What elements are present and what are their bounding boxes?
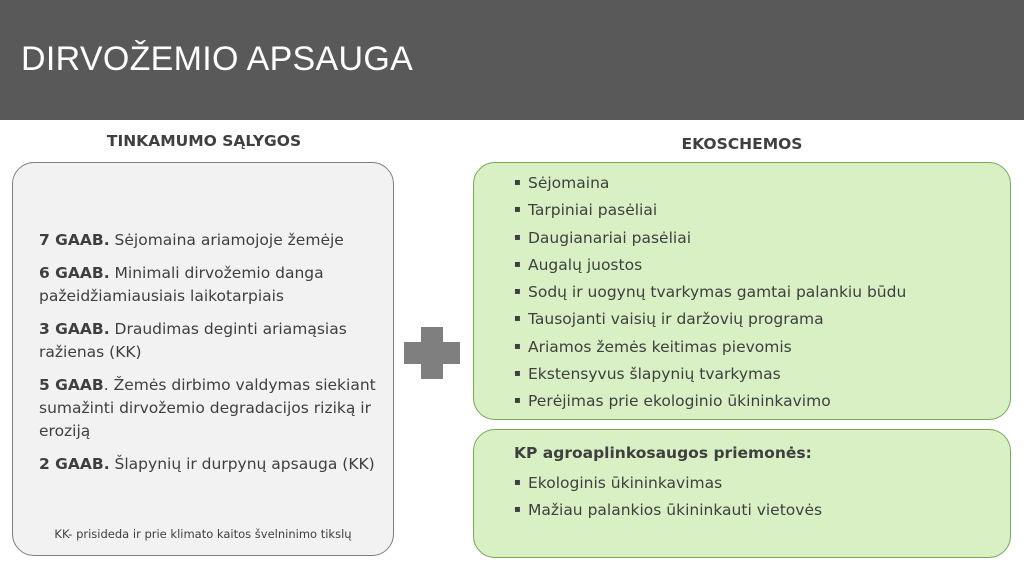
- conditions-panel: [12, 162, 394, 556]
- ecoschemes-panel: [473, 162, 1011, 420]
- condition-item: [39, 229, 379, 252]
- condition-code: 3 GAAB.: [39, 320, 110, 338]
- bullet-icon: ▪: [514, 504, 521, 515]
- kp-measure-item: ▪ Ekologinis ūkininkavimas: [514, 471, 822, 498]
- condition-text: . Žemės dirbimo valdymas siekiant sumažinti dirvožemio degradacijos riziką ir eroziją: [39, 376, 376, 440]
- ecoscheme-item: ▪ Augalų juostos: [514, 255, 643, 274]
- condition-text: Sėjomaina ariamojoje žemėje: [109, 231, 344, 249]
- plus-icon-vertical-bar: [421, 327, 443, 379]
- climate-note: KK- prisideda ir prie klimato kaitos švelninimo tikslų: [54, 527, 352, 541]
- ecoscheme-item: ▪ Ariamos žemės keitimas pievomis: [514, 337, 792, 356]
- slide-header: [0, 0, 1024, 120]
- kp-measures-panel: [473, 429, 1011, 558]
- kp-measure-item: ▪ Mažiau palankios ūkininkauti vietovės: [514, 498, 822, 525]
- bullet-icon: ▪: [514, 395, 521, 407]
- condition-code: 2 GAAB.: [39, 455, 110, 473]
- ecoscheme-item: ▪ Sėjomaina: [514, 174, 610, 192]
- condition-text: Draudimas deginti ariamąsias ražienas (KK): [39, 320, 347, 361]
- slide-title: DIRVOŽEMIO APSAUGA: [21, 40, 414, 78]
- bullet-icon: ▪: [514, 204, 521, 216]
- kp-measures-title: KP agroaplinkosaugos priemonės:: [514, 444, 812, 462]
- bullet-icon: ▪: [514, 340, 521, 352]
- condition-item: [39, 318, 379, 364]
- condition-text: Minimali dirvožemio danga pažeidžiamiausiais laikotarpiais: [39, 264, 324, 305]
- conditions-list: [39, 229, 379, 486]
- ecoschemes-list: [514, 172, 906, 418]
- condition-item: [39, 374, 379, 443]
- condition-code: 6 GAAB.: [39, 264, 110, 282]
- bullet-icon: ▪: [514, 231, 521, 243]
- ecoscheme-item: ▪ Tausojanti vaisių ir daržovių programa: [514, 310, 824, 329]
- plus-icon: [404, 327, 460, 379]
- bullet-icon: ▪: [514, 313, 521, 325]
- ecoscheme-item: ▪ Perėjimas prie ekologinio ūkininkavimo: [514, 392, 831, 411]
- ecoscheme-item: ▪ Sodų ir uogynų tvarkymas gamtai palankiu būdu: [514, 283, 907, 302]
- bullet-icon: ▪: [514, 477, 521, 488]
- bullet-icon: ▪: [514, 286, 521, 298]
- condition-text: Šlapynių ir durpynų apsauga (KK): [109, 455, 375, 473]
- condition-code: 5 GAAB: [39, 376, 104, 394]
- condition-item: [39, 453, 379, 476]
- condition-code: 7 GAAB.: [39, 231, 110, 249]
- bullet-icon: ▪: [514, 368, 521, 380]
- ecoscheme-item: ▪ Tarpiniai pasėliai: [514, 201, 658, 220]
- bullet-icon: ▪: [514, 177, 521, 188]
- ecoscheme-item: ▪ Ekstensyvus šlapynių tvarkymas: [514, 365, 781, 384]
- kp-measures-list: [514, 471, 822, 525]
- ecoscheme-item: ▪ Daugianariai pasėliai: [514, 228, 691, 247]
- ecoschemes-heading: EKOSCHEMOS: [681, 135, 803, 153]
- conditions-heading: TINKAMUMO SĄLYGOS: [106, 132, 302, 150]
- condition-item: [39, 262, 379, 308]
- bullet-icon: ▪: [514, 258, 521, 270]
